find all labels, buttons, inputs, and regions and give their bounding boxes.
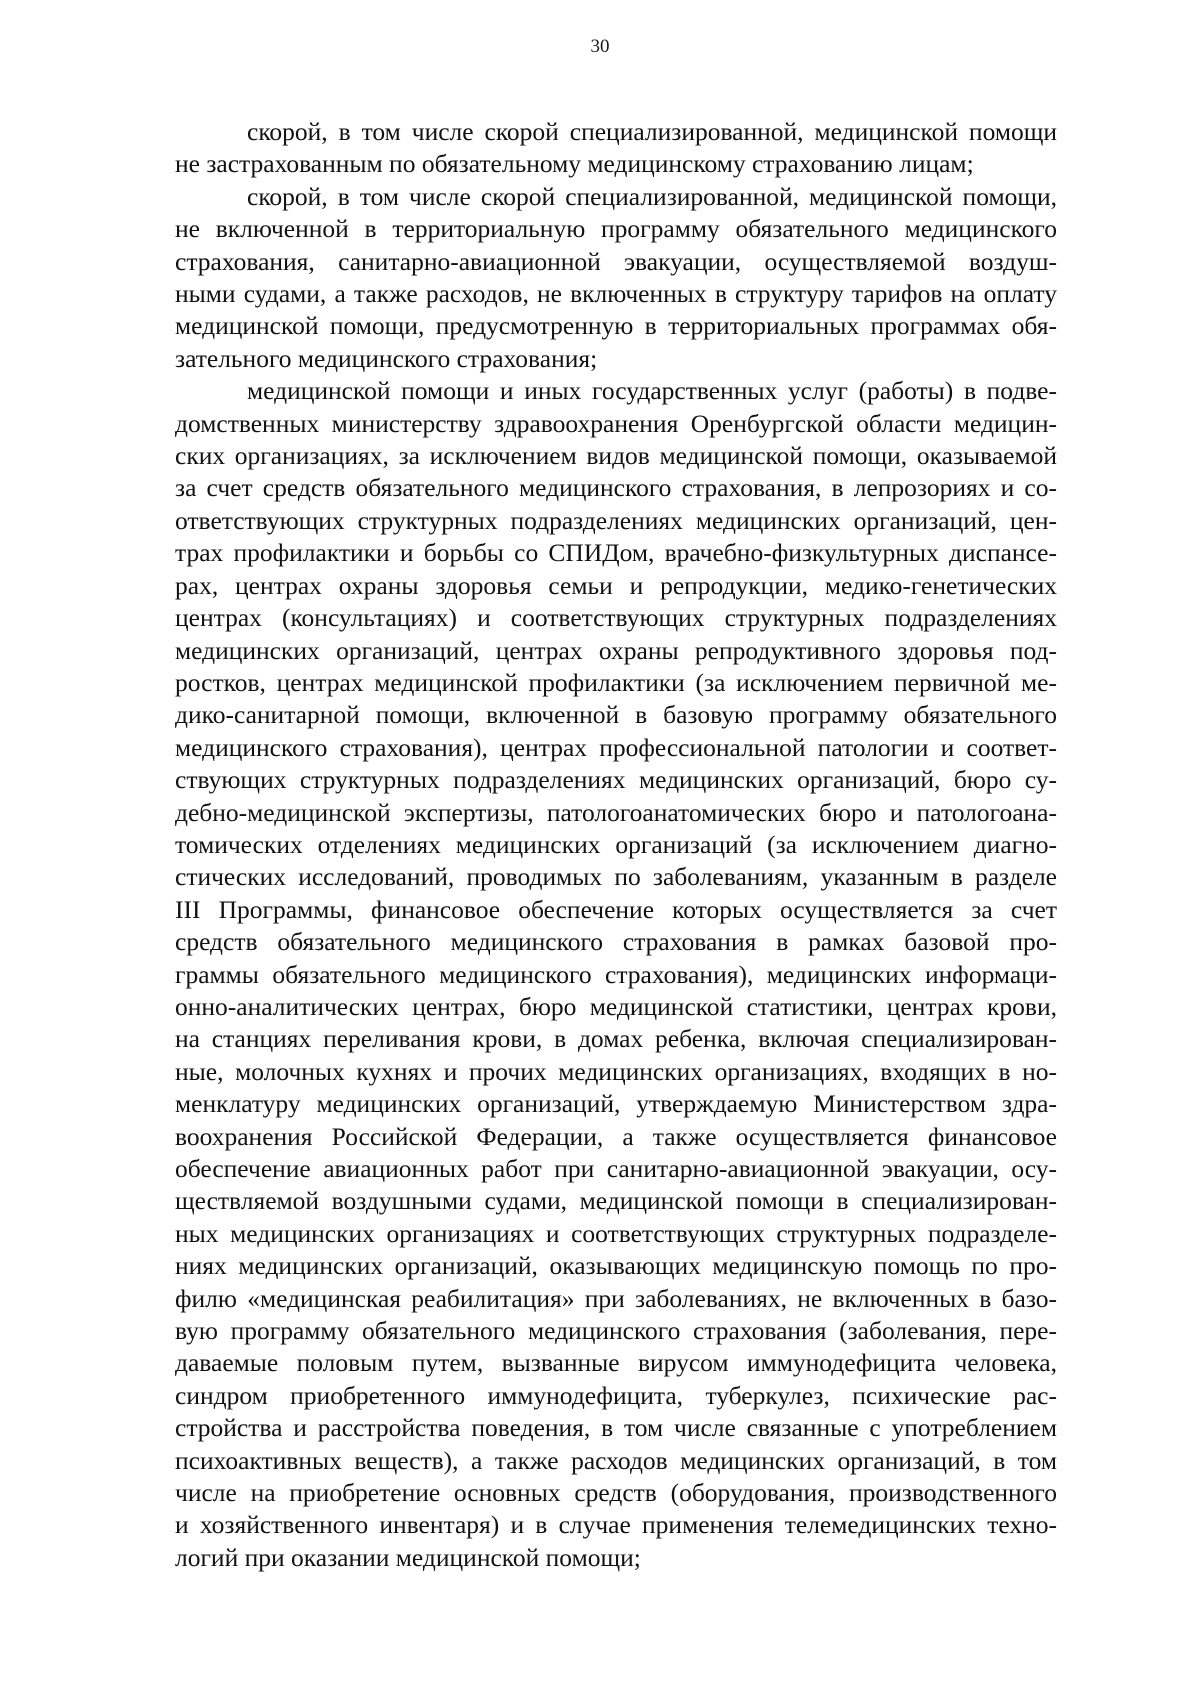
- text-line: онно-аналитических центрах, бюро медицинской статистики, центрах крови,: [175, 991, 1057, 1021]
- text-line: воохранения Российской Федерации, а также осуществляется финансовое: [175, 1121, 1057, 1151]
- text-line: за счет средств обязательного медицинского страхования, в лепрозориях и со-: [175, 473, 1057, 503]
- text-line: не включенной в территориальную программу обязательного медицинского: [175, 214, 1057, 244]
- text-line: граммы обязательного медицинского страхования), медицинских информаци-: [175, 959, 1057, 989]
- text-line: на станциях переливания крови, в домах ребенка, включая специализирован-: [175, 1024, 1057, 1054]
- text-line: обеспечение авиационных работ при санитарно-авиационной эвакуации, осу-: [175, 1154, 1057, 1183]
- text-line: скорой, в том числе скорой специализированной, медицинской помощи,: [247, 181, 1057, 211]
- text-line: средств обязательного медицинского страхования в рамках базовой про-: [175, 927, 1057, 957]
- text-line: числе на приобретение основных средств (оборудования, производственного: [175, 1478, 1057, 1508]
- text-line: психоактивных веществ), а также расходов медицинских организаций, в том: [175, 1445, 1057, 1475]
- document-body: [175, 116, 1057, 1574]
- text-line: не застрахованным по обязательному медицинскому страхованию лицам;: [175, 149, 974, 179]
- text-line: ществляемой воздушными судами, медицинской помощи в специализирован-: [175, 1186, 1057, 1216]
- text-line: томических отделениях медицинских организаций (за исключением диагно-: [175, 829, 1057, 859]
- text-line: ответствующих структурных подразделениях медицинских организаций, цен-: [175, 505, 1057, 535]
- text-line: стических исследований, проводимых по заболеваниям, указанным в разделе: [175, 862, 1057, 892]
- text-line: медицинской помощи, предусмотренную в территориальных программах обя-: [175, 311, 1057, 341]
- paragraph-3: [175, 375, 1057, 1574]
- text-line: медицинской помощи и иных государственных услуг (работы) в подве-: [247, 376, 1057, 406]
- text-line: ских организациях, за исключением видов медицинской помощи, оказываемой: [175, 441, 1057, 471]
- text-line: даваемые половым путем, вызванные вирусом иммунодефицита человека,: [175, 1348, 1057, 1378]
- text-line: рах, центрах охраны здоровья семьи и репродукции, медико-генетических: [175, 570, 1057, 600]
- text-line: зательного медицинского страхования;: [175, 343, 598, 373]
- text-line: скорой, в том числе скорой специализированной, медицинской помощи: [247, 117, 1057, 146]
- text-line: медицинского страхования), центрах профессиональной патологии и соответ-: [175, 732, 1057, 762]
- text-line: ных медицинских организациях и соответствующих структурных подразделе-: [175, 1218, 1057, 1248]
- text-line: вую программу обязательного медицинского страхования (заболевания, пере-: [175, 1316, 1057, 1346]
- page-number: 30: [590, 36, 610, 57]
- text-line: менклатуру медицинских организаций, утверждаемую Министерством здра-: [175, 1089, 1057, 1119]
- paragraph-1: [175, 116, 1057, 181]
- text-line: дебно-медицинской экспертизы, патологоанатомических бюро и патологоана-: [175, 797, 1057, 827]
- text-line: и хозяйственного инвентаря) и в случае применения телемедицинских техно-: [175, 1510, 1057, 1540]
- text-line: ниях медицинских организаций, оказывающих медицинскую помощь по про-: [175, 1251, 1057, 1281]
- text-line: ные, молочных кухнях и прочих медицинских организациях, входящих в но-: [175, 1056, 1057, 1086]
- text-line: логий при оказании медицинской помощи;: [175, 1542, 641, 1572]
- text-line: страхования, санитарно-авиационной эвакуации, осуществляемой воздуш-: [175, 246, 1057, 276]
- text-line: III Программы, финансовое обеспечение которых осуществляется за счет: [175, 894, 1057, 924]
- text-line: синдром приобретенного иммунодефицита, туберкулез, психические рас-: [175, 1380, 1057, 1410]
- text-line: домственных министерству здравоохранения Оренбургской области медицин-: [175, 408, 1057, 438]
- text-line: центрах (консультациях) и соответствующих структурных подразделениях: [175, 603, 1057, 633]
- text-line: медицинских организаций, центрах охраны репродуктивного здоровья под-: [175, 635, 1057, 665]
- text-line: ствующих структурных подразделениях медицинских организаций, бюро су-: [175, 765, 1057, 795]
- paragraph-2: [175, 181, 1057, 375]
- text-line: трах профилактики и борьбы со СПИДом, врачебно-физкультурных диспансе-: [175, 538, 1057, 568]
- text-line: стройства и расстройства поведения, в том числе связанные с употреблением: [175, 1413, 1057, 1443]
- text-line: филю «медицинская реабилитация» при заболеваниях, не включенных в базо-: [175, 1283, 1057, 1313]
- text-line: ростков, центрах медицинской профилактики (за исключением первичной ме-: [175, 667, 1057, 697]
- text-line: ными судами, а также расходов, не включенных в структуру тарифов на оплату: [175, 279, 1057, 309]
- text-line: дико-санитарной помощи, включенной в базовую программу обязательного: [175, 700, 1057, 730]
